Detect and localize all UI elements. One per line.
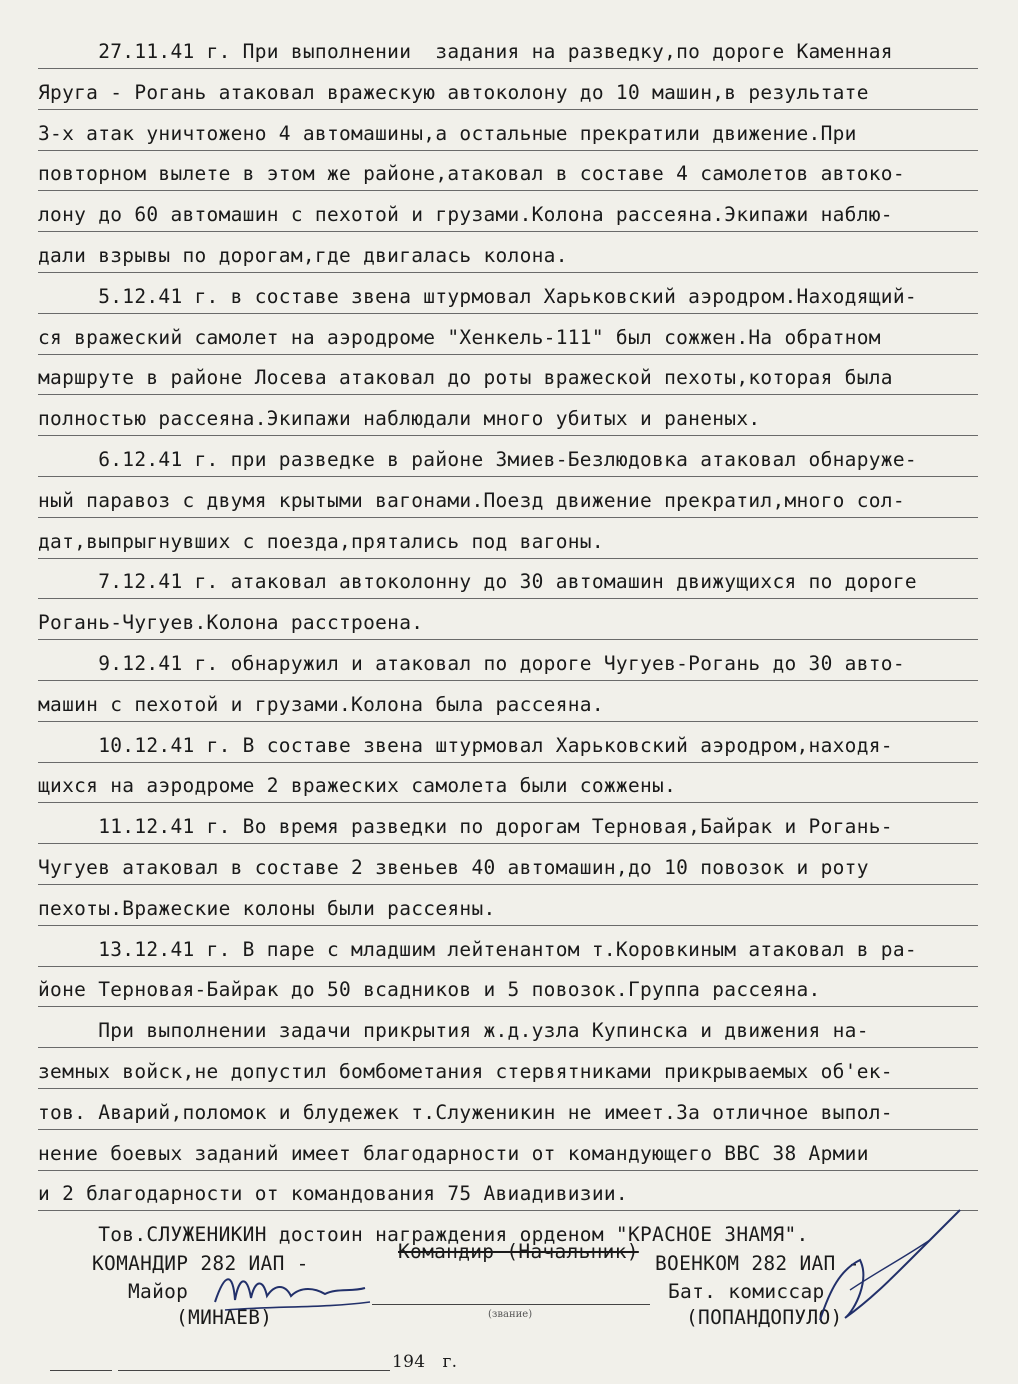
- text-line: 5.12.41 г. в составе звена штурмовал Харьковский аэродром.Находящий-: [38, 284, 917, 308]
- text-line: маршруте в районе Лосева атаковал до роты вражеской пехоты,которая была: [38, 366, 893, 390]
- text-line: При выполнении задачи прикрытия ж.д.узла Купинска и движения на-: [38, 1019, 869, 1043]
- text-line: 11.12.41 г. Во время разведки по дорогам Терновая,Байрак и Рогань-: [38, 815, 893, 839]
- text-line: и 2 благодарности от командования 75 Авиадивизии.: [38, 1182, 628, 1206]
- text-line: 27.11.41 г. При выполнении задания на разведку,по дороге Каменная: [38, 40, 893, 63]
- text-line: нение боевых заданий имеет благодарности от командующего ВВС 38 Армии: [38, 1141, 869, 1165]
- commissar-signature: [800, 1200, 970, 1340]
- text-line: щихся на аэродроме 2 вражеских самолета были сожжены.: [38, 774, 677, 798]
- commissar-title: ВОЕНКОМ 282 ИАП -: [655, 1252, 860, 1275]
- commissar-rank: Бат. комиссар: [668, 1280, 825, 1303]
- ruled-line: [38, 1047, 978, 1048]
- ruled-line: [38, 1006, 978, 1007]
- ruled-line: [38, 354, 978, 355]
- ruled-line: [38, 802, 978, 803]
- ruled-line: [38, 435, 978, 436]
- text-line: ный паравоз с двумя крытыми вагонами.Поезд движение прекратил,много сол-: [38, 488, 905, 512]
- ruled-line: [38, 231, 978, 232]
- ruled-line: [38, 639, 978, 640]
- commander-signature: [205, 1262, 375, 1322]
- text-line: земных войск,не допустил бомбометания стервятниками прикрываемых об'ек-: [38, 1060, 893, 1083]
- text-line: 7.12.41 г. атаковал автоколонну до 30 автомашин движущихся по дороге: [38, 570, 917, 594]
- ruled-line: [38, 680, 978, 681]
- ruled-line: [38, 1129, 978, 1130]
- text-line: ся вражеский самолет на аэродроме "Хенкель-111" был сожжен.На обратном: [38, 325, 881, 349]
- ruled-line: [38, 150, 978, 151]
- text-line: лону до 60 автомашин с пехотой и грузами.Колона рассеяна.Экипажи наблю-: [38, 203, 893, 227]
- text-line: дали взрывы по дорогам,где двигалась колона.: [38, 244, 568, 267]
- ruled-line: [38, 190, 978, 191]
- ruled-line: [38, 721, 978, 722]
- text-line: 9.12.41 г. обнаружил и атаковал по дороге Чугуев-Рогань до 30 авто-: [38, 652, 905, 675]
- commissar-name: (ПОПАНДОПУЛО): [686, 1306, 843, 1329]
- text-line: йоне Терновая-Байрак до 50 всадников и 5 повозок.Группа рассеяна.: [38, 978, 821, 1002]
- ruled-line: [38, 476, 978, 477]
- ruled-line: [38, 1170, 978, 1171]
- text-line: 3-х атак уничтожено 4 автомашины,а остальные прекратили движение.При: [38, 121, 857, 145]
- text-line: Чугуев атаковал в составе 2 звеньев 40 автомашин,до 10 повозок и роту: [38, 856, 869, 879]
- text-line: машин с пехотой и грузами.Колона была рассеяна.: [38, 692, 604, 716]
- text-line: 6.12.41 г. при разведке в районе Змиев-Безлюдовка атаковал обнаруже-: [38, 448, 917, 471]
- commander-rank: Майор: [128, 1280, 189, 1303]
- text-line: 13.12.41 г. В паре с младшим лейтенантом т.Коровкиным атаковал в ра-: [38, 937, 917, 961]
- date-line: 194 г.: [392, 1352, 458, 1372]
- rank-caption: (звание): [488, 1309, 533, 1320]
- ruled-line: [38, 1088, 978, 1089]
- ruled-line: [38, 925, 978, 926]
- commander-name: (МИНАЕВ): [176, 1306, 273, 1329]
- commander-title: КОМАНДИР 282 ИАП -: [92, 1252, 309, 1275]
- text-line: Рогань-Чугуев.Колона расстроена.: [38, 611, 424, 635]
- ruled-line: [38, 558, 978, 559]
- rank-line: [372, 1304, 650, 1305]
- text-line: 10.12.41 г. В составе звена штурмовал Харьковский аэродром,находя-: [38, 733, 893, 757]
- text-line: тов. Аварий,поломок и блудежек т.Служеникин не имеет.За отличное выпол-: [38, 1100, 893, 1124]
- text-line: повторном вылете в этом же районе,атаковал в составе 4 самолетов автоко-: [38, 162, 905, 186]
- date-line-day: [50, 1370, 112, 1371]
- ruled-line: [38, 884, 978, 885]
- ruled-line: [38, 272, 978, 273]
- ruled-line: [38, 762, 978, 763]
- text-line: пехоты.Вражеские колоны были рассеяны.: [38, 896, 496, 920]
- text-line: Тов.СЛУЖЕНИКИН достоин награждения орденом "КРАСНОЕ ЗНАМЯ".: [38, 1223, 809, 1247]
- ruled-line: [38, 68, 978, 69]
- text-line: Яруга - Рогань атаковал вражескую автоколону до 10 машин,в результате: [38, 80, 869, 104]
- ruled-line: [38, 966, 978, 967]
- text-line: дат,выпрыгнувших с поезда,прятались под вагоны.: [38, 529, 604, 553]
- struck-label: Командир (Начальник): [398, 1240, 639, 1263]
- ruled-line: [38, 313, 978, 314]
- text-line: полностью рассеяна.Экипажи наблюдали много убитых и раненых.: [38, 407, 761, 431]
- ruled-line: [38, 598, 978, 599]
- ruled-line: [38, 517, 978, 518]
- ruled-line: [38, 109, 978, 110]
- ruled-line: [38, 843, 978, 844]
- date-line-month: [118, 1370, 390, 1371]
- ruled-line: [38, 394, 978, 395]
